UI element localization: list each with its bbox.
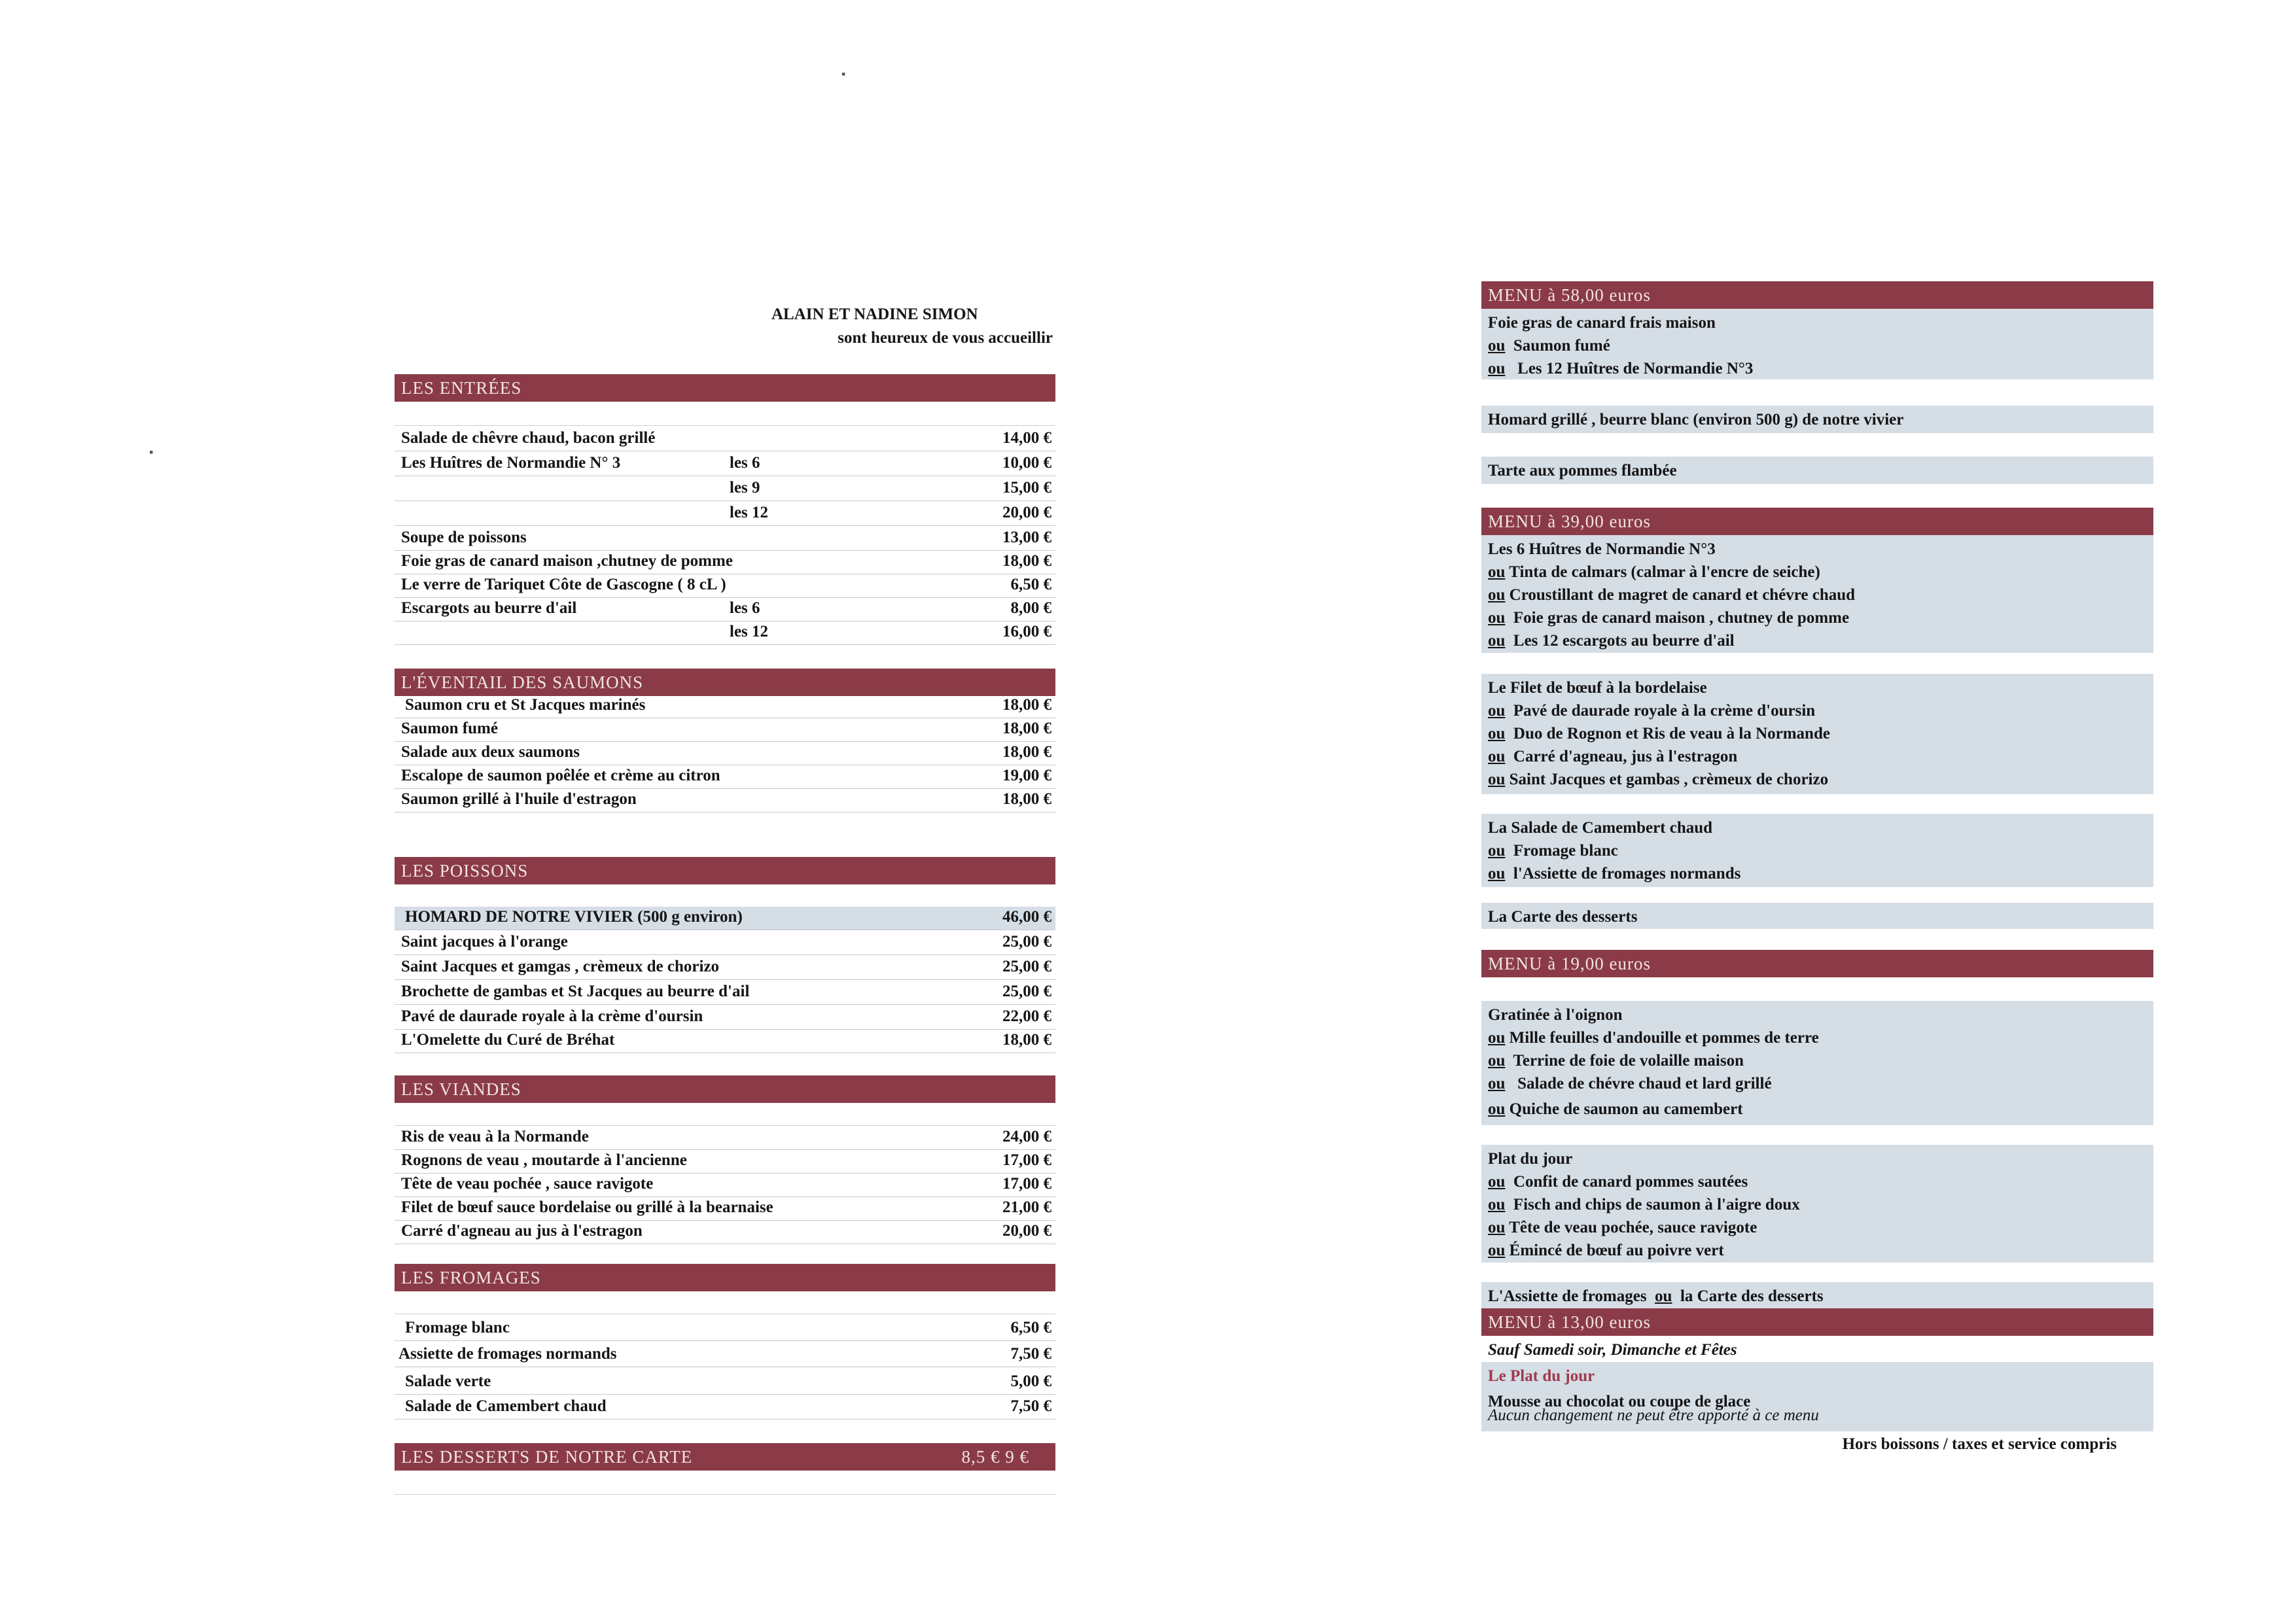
menu-item: Tête de veau pochée , sauce ravigote 17,00 € [395,1174,1055,1197]
section-title: LES DESSERTS DE NOTRE CARTE [401,1447,693,1467]
menu-item: Brochette de gambas et St Jacques au beurre d'ail 25,00 € [395,981,1055,1005]
owners-name: ALAIN ET NADINE SIMON [771,305,978,323]
section-title: L'ÉVENTAIL DES SAUMONS [401,672,644,692]
menu-item: Ris de veau à la Normande 24,00 € [395,1126,1055,1150]
menu-item: Assiette de fromages normands 7,50 € [395,1344,1055,1367]
menu-item: Carré d'agneau au jus à l'estragon 20,00 € [395,1221,1055,1244]
section-poissons-header [395,857,1055,884]
menu-39-mains: Le Filet de bœuf à la bordelaise ou Pavé de daurade royale à la crème d'oursin ou Duo de Rognon et Ris de veau à la Normande ou Carré d'agneau, jus à l'estragon ou Saint Jacques et gambas , crèmeux de chorizo [1481,674,2153,794]
menu-item: Saumon cru et St Jacques marinés 18,00 € [395,695,1055,718]
menu-item: Filet de bœuf sauce bordelaise ou grillé à la bearnaise 21,00 € [395,1197,1055,1221]
desserts-price: 8,5 € 9 € [961,1447,1029,1467]
menu-item: Salade aux deux saumons 18,00 € [395,742,1055,765]
menu-item: Les Huîtres de Normandie N° 3 les 6 10,00 € [395,453,1055,476]
menu-58-main: Homard grillé , beurre blanc (environ 500 g) de notre vivier [1481,406,2153,433]
menu-item: les 12 16,00 € [395,621,1055,645]
menu-item: les 9 15,00 € [395,478,1055,501]
menu-58-dessert: Tarte aux pommes flambée [1481,457,2153,484]
menu-item: Escargots au beurre d'ail les 6 8,00 € [395,598,1055,621]
menu-13-content: Le Plat du jour Mousse au chocolat ou coupe de glace [1481,1362,2153,1431]
menu-item: Salade verte 5,00 € [395,1371,1055,1395]
menu-item: Saumon grillé à l'huile d'estragon 18,00 € [395,789,1055,812]
section-title: LES VIANDES [401,1079,521,1099]
menu-item: Saint jacques à l'orange 25,00 € [395,932,1055,955]
scan-speck: ▪ [841,67,846,80]
menu-item: les 12 20,00 € [395,502,1055,526]
menu-item: Salade de Camembert chaud 7,50 € [395,1396,1055,1420]
menu-item: Escalope de saumon poêlée et crème au citron 19,00 € [395,765,1055,789]
menu-item: Rognons de veau , moutarde à l'ancienne 17,00 € [395,1150,1055,1174]
menu-58-header: MENU à 58,00 euros [1481,281,2153,309]
scan-speck: ▪ [149,445,154,459]
menu-13-condition: Sauf Samedi soir, Dimanche et Fêtes [1488,1341,1737,1359]
section-desserts-header [395,1443,1055,1471]
welcome-text: sont heureux de vous accueillir [838,329,1053,347]
section-title: LES ENTRÉES [401,378,522,398]
menu-item: Fromage blanc 6,50 € [395,1318,1055,1341]
menu-13-header: MENU à 13,00 euros [1481,1308,2153,1336]
section-viandes-header [395,1075,1055,1103]
menu-item: Pavé de daurade royale à la crème d'oursin 22,00 € [395,1006,1055,1030]
menu-39-header: MENU à 39,00 euros [1481,508,2153,535]
menu-19-mains: Plat du jour ou Confit de canard pommes sautées ou Fisch and chips de saumon à l'aigre doux ou Tête de veau pochée, sauce ravigote ou Émincé de bœuf au poivre vert [1481,1145,2153,1263]
menu-item: Saumon fumé 18,00 € [395,718,1055,742]
menu-item: Foie gras de canard maison ,chutney de pomme 18,00 € [395,551,1055,574]
menu-item: Soupe de poissons 13,00 € [395,527,1055,551]
menu-39-cheese: La Salade de Camembert chaud ou Fromage blanc ou l'Assiette de fromages normands [1481,814,2153,887]
menu-item: Saint Jacques et gamgas , crèmeux de chorizo 25,00 € [395,956,1055,980]
menu-19-starters: Gratinée à l'oignon ou Mille feuilles d'andouille et pommes de terre ou Terrine de foie de volaille maison ou Salade de chévre chaud et lard grillé ou Quiche de saumon au camembert [1481,1001,2153,1125]
menu-19-header: MENU à 19,00 euros [1481,950,2153,977]
menu-39-starters: Les 6 Huîtres de Normandie N°3 ou Tinta de calmars (calmar à l'encre de seiche) ou Croustillant de magret de canard et chévre chaud ou Foie gras de canard maison , chutney de pomme ou Les 12 escargots au beurre d'ail [1481,535,2153,653]
section-fromages-header [395,1264,1055,1291]
menu-39-dessert: La Carte des desserts [1481,903,2153,929]
menu-item: Salade de chêvre chaud, bacon grillé 14,00 € [395,428,1055,451]
section-title: LES FROMAGES [401,1268,541,1287]
menu-item-highlight: HOMARD DE NOTRE VIVIER (500 g environ) 46,00 € [395,907,1055,930]
menu-19-dessert: L'Assiette de fromages ou la Carte des desserts [1481,1282,2153,1308]
section-entrees-header [395,374,1055,402]
section-saumons-header [395,669,1055,696]
footer-note: Hors boissons / taxes et service compris [1842,1435,2117,1453]
menu-item: Le verre de Tariquet Côte de Gascogne ( 8 cL ) 6,50 € [395,574,1055,598]
section-title: LES POISSONS [401,861,529,881]
menu-58-starters: Foie gras de canard frais maison ou Saumon fumé ou Les 12 Huîtres de Normandie N°3 [1481,309,2153,379]
menu-item: L'Omelette du Curé de Bréhat 18,00 € [395,1030,1055,1053]
menu-13-note: Aucun changement ne peut être apporté à ce menu [1488,1406,1819,1424]
